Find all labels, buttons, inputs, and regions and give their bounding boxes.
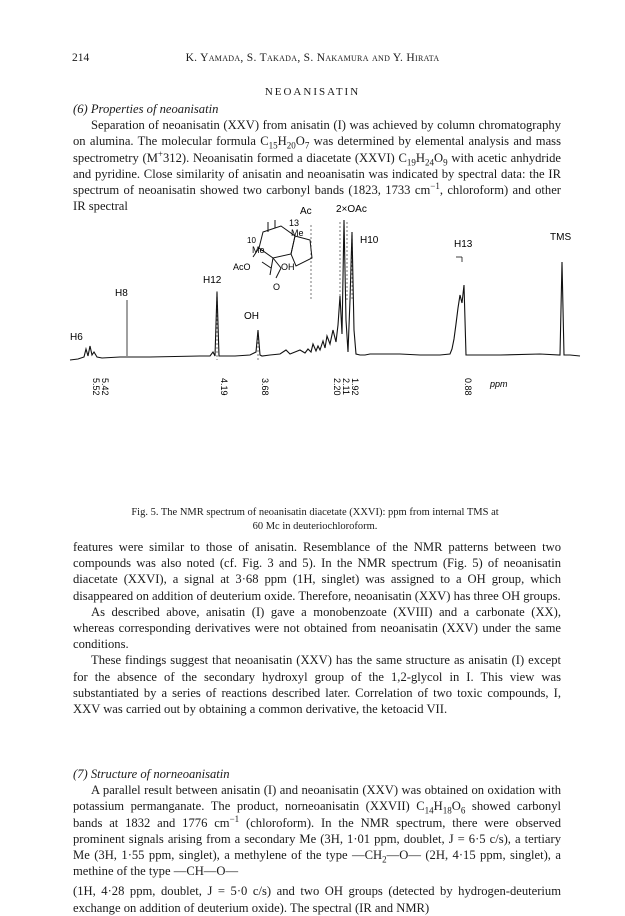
subscript: 20 — [286, 140, 296, 151]
text-run: H — [415, 150, 425, 165]
caption-line: 60 Mc in deuteriochloroform. — [252, 521, 378, 532]
peak-value-labels — [91, 378, 473, 396]
superscript: −1 — [229, 813, 240, 824]
text-run: 312). Neoanisatin formed a diacetate (XXVI) C — [162, 150, 407, 165]
text-run: A parallel result between anisatin (I) and neoanisatin (XXV) was obtained on oxidation with potassium permanganate. The product, norneoanisatin (XXVII) C — [73, 783, 561, 814]
peak-label: 1.92 — [350, 378, 360, 396]
peak-label: 4.19 — [219, 378, 229, 396]
section-7-title: (7) Structure of norneoanisatin — [73, 767, 230, 781]
label-2oac: 2×OAc — [336, 204, 367, 215]
section-7-paragraph — [73, 782, 561, 879]
label-tms: TMS — [550, 232, 572, 243]
page-number: 214 — [72, 52, 90, 64]
section-7 — [73, 766, 561, 916]
label-h12: H12 — [203, 275, 222, 286]
section-heading: NEOANISATIN — [264, 86, 361, 98]
ppm-label: ppm — [490, 379, 508, 389]
label-h6: H6 — [70, 332, 83, 343]
molecule-oh: OH — [281, 262, 295, 272]
molecule-me-top: Me — [291, 228, 304, 238]
molecule-num13: 13 — [289, 218, 300, 228]
peak-label: 5.42 — [100, 378, 110, 396]
subscript: 9 — [443, 157, 448, 168]
subscript: 19 — [406, 157, 416, 168]
subscript: 6 — [460, 805, 466, 816]
text-run: O — [434, 150, 444, 165]
text-run: O — [451, 799, 461, 814]
text-run: showed carbonyl bands at 1832 and 1776 cm — [73, 799, 561, 830]
running-head: K. Yamada, S. Takada, S. Nakamura and Y. Hirata — [185, 52, 440, 64]
text-run: Separation of neoanisatin (XXV) from anisatin (I) was achieved by column chromatography on alumina. The molecular formula C — [73, 118, 561, 149]
peak-label: 2.20 — [332, 378, 342, 396]
superscript: + — [157, 148, 163, 159]
subscript: 2 — [382, 854, 387, 865]
molecule-num10: 10 — [247, 236, 256, 245]
caption-line: Fig. 5. The NMR spectrum of neoanisatin diacetate (XXVI): ppm from internal TMS at — [131, 507, 499, 518]
label-ac: Ac — [300, 206, 312, 217]
text-run: O — [295, 134, 305, 149]
label-oh: OH — [244, 311, 259, 322]
subscript: 15 — [268, 140, 278, 151]
text-run: H — [433, 799, 443, 814]
text-run: H — [277, 134, 287, 149]
spectrum-trace — [70, 220, 580, 360]
figure-caption — [100, 506, 530, 534]
peak-label: 0.88 — [463, 378, 473, 396]
subscript: 24 — [425, 157, 434, 168]
paragraph: (1H, 4·28 ppm, doublet, J = 5·0 c/s) and two OH groups (detected by hydrogen-deuterium exchange on addition of deuterium oxide). The spectral (IR and NMR) — [73, 884, 561, 915]
molecule-me-left: Me — [252, 245, 265, 255]
text-run: , chloroform) and other IR spectral — [73, 183, 561, 214]
label-h8: H8 — [115, 288, 128, 299]
molecule-structure — [253, 220, 312, 278]
subscript: 7 — [304, 140, 310, 151]
section-6 — [73, 101, 561, 214]
text-run: was determined by elemental analysis and mass spectrometry (M — [73, 134, 561, 165]
peak-label: 2.11 — [341, 378, 351, 395]
label-h13: H13 — [454, 239, 473, 250]
paragraph: These findings suggest that neoanisatin (XXV) has the same structure as anisatin (I) except for the absence of the secondary hydroxyl group of the 1,2-glycol in I. This view was substantiated by a series of reactions described later. Correlation of two toxic compounds, I, XXV was carried out by obtaining a common derivative, the ketoacid VII. — [73, 653, 561, 717]
molecule-aco: AcO — [233, 262, 251, 272]
subscript: 14 — [424, 805, 434, 816]
superscript: −1 — [430, 180, 440, 191]
peak-label: 3.68 — [260, 378, 270, 396]
text-run: with acetic anhydride and pyridine. Close similarity of anisatin and neoanisatin was indicated by spectral data: the IR spectrum of neoanisatin showed two carbonyl bands (1823, 1733 cm — [73, 150, 561, 198]
section-6-title: (6) Properties of neoanisatin — [73, 102, 219, 116]
body-continued — [73, 539, 561, 717]
label-h10: H10 — [360, 235, 379, 246]
text-run: —O— (2H, 4·15 ppm, singlet), a methine of the type —CH—O— — [73, 848, 561, 879]
paragraph: As described above, anisatin (I) gave a monobenzoate (XVIII) and a carbonate (XX), whereas corresponding derivatives were not obtained from neoanisatin (XXV) under the same conditions. — [73, 604, 561, 652]
subscript: 18 — [442, 805, 452, 816]
page-header — [0, 52, 625, 70]
paragraph: features were similar to those of anisatin. Resemblance of the NMR patterns between two compounds was also noted (cf. Fig. 3 and 5). In the NMR spectrum (Fig. 5) of neoanisatin diacetate (XXVI), a signal at 3·68 ppm (1H, singlet) was assigned to a OH group, which disappeared on addition of deuterium oxide. Therefore, neoanisatin (XXV) has three OH groups. — [73, 540, 561, 603]
peak-label: 5.52 — [91, 378, 101, 396]
molecule-o: O — [273, 282, 281, 292]
text-run: (chloroform). In the NMR spectrum, there were observed prominent signals arising from a secondary Me (3H, 1·01 ppm, doublet, J = 6·5 c/s), a tertiary Me (3H, 1·55 ppm, singlet), a methylene of the type —CH — [73, 815, 562, 863]
section-6-paragraph — [73, 117, 561, 214]
